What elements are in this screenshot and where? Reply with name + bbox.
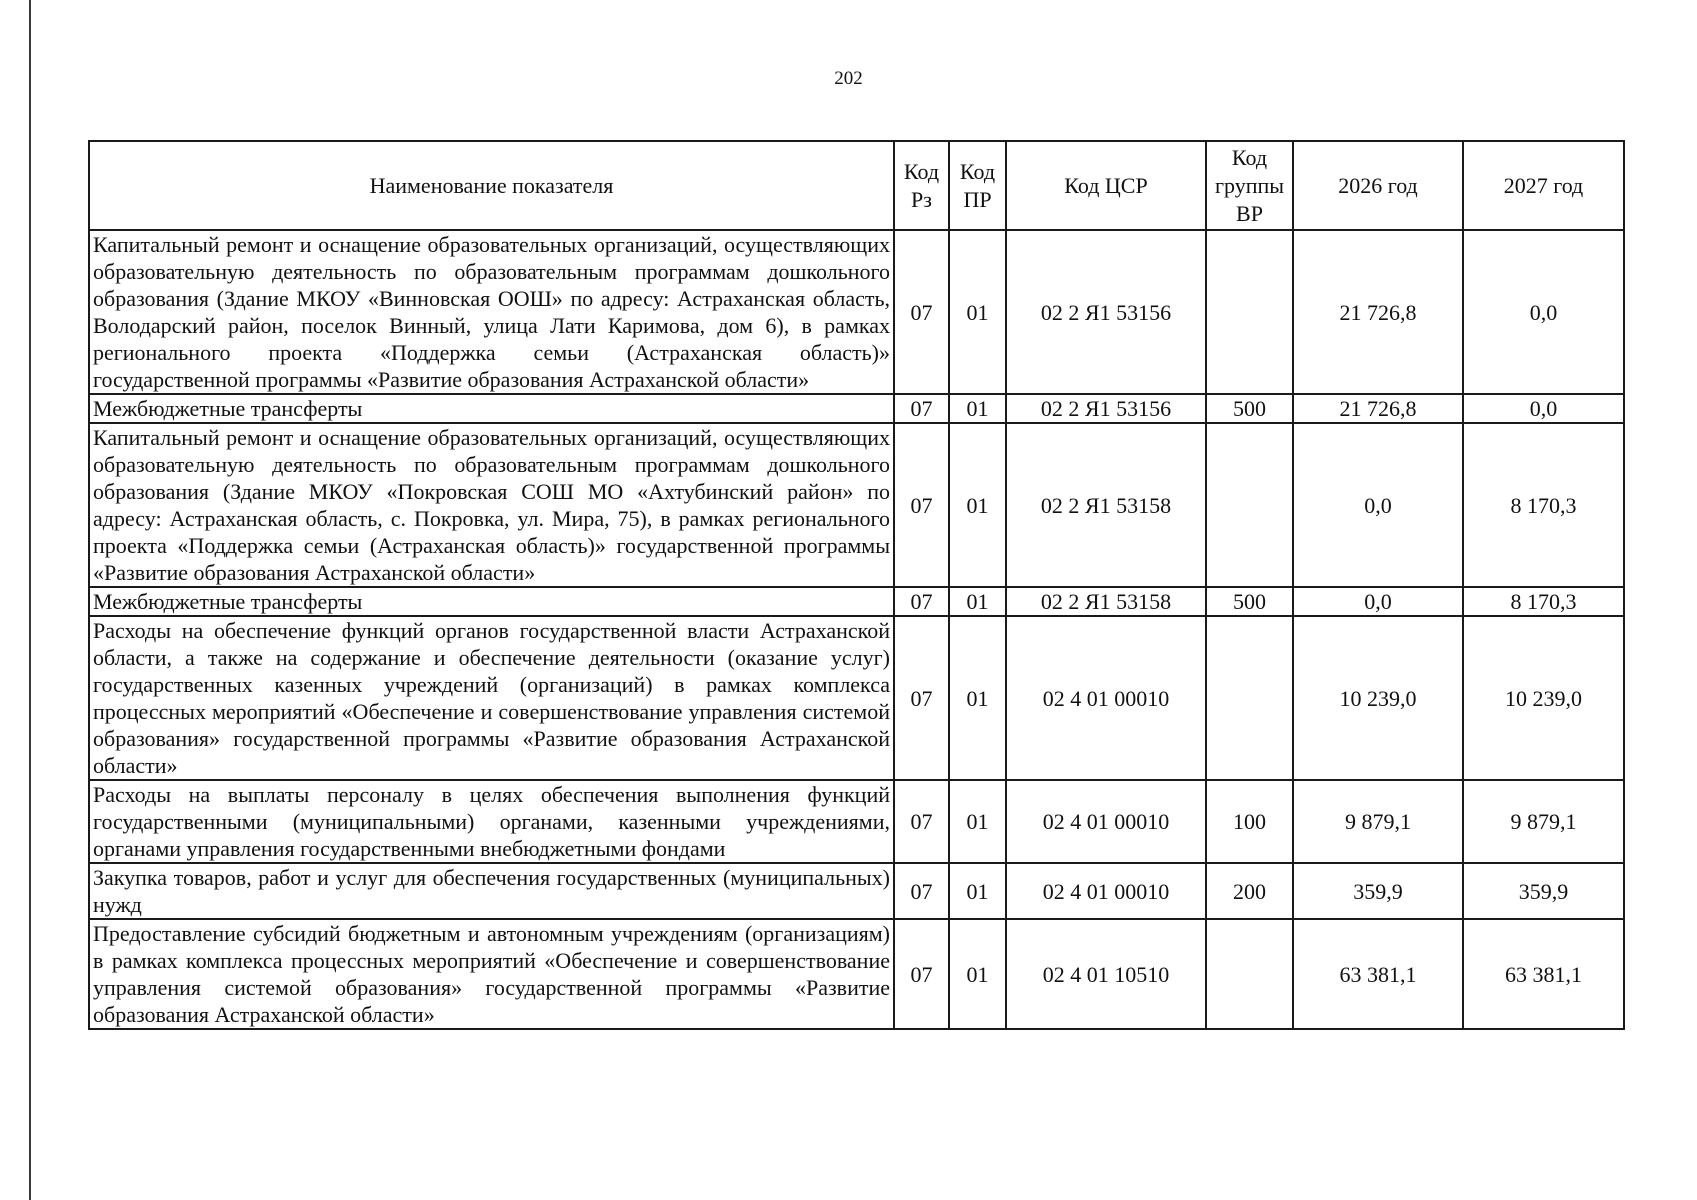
- row-csr: 02 4 01 00010: [1006, 780, 1206, 863]
- row-csr: 02 2 Я1 53158: [1006, 587, 1206, 616]
- header-2026: 2026 год: [1293, 141, 1463, 230]
- row-pr: 01: [949, 863, 1006, 919]
- row-name: Капитальный ремонт и оснащение образовательных организаций, осуществляющих образовательную деятельность по образовательным программам дошкольного образования (Здание МКОУ «Винновская ООШ» по адресу: Астраханская область, Володарский район, поселок Винный, улица Лати Каримова, дом 6), в рамках регионального проекта «Поддержка семьи (Астраханская область)» государственной программы «Развитие образования Астраханской области»: [89, 230, 894, 394]
- row-csr: 02 4 01 00010: [1006, 863, 1206, 919]
- row-name: Расходы на обеспечение функций органов государственной власти Астраханской области, а также на содержание и обеспечение деятельности (оказание услуг) государственных казенных учреждений (организаций) в рамках комплекса процессных мероприятий «Обеспечение и совершенствование управления системой образования» государственной программы «Развитие образования Астраханской области»: [89, 616, 894, 780]
- table-row: [89, 863, 1624, 919]
- row-vr: [1206, 230, 1293, 394]
- row-pr: 01: [949, 230, 1006, 394]
- row-pr: 01: [949, 780, 1006, 863]
- row-csr: 02 4 01 10510: [1006, 919, 1206, 1029]
- table-row: [89, 230, 1624, 394]
- row-2026: 10 239,0: [1293, 616, 1463, 780]
- budget-table: [88, 140, 1625, 1030]
- row-rz: 07: [894, 863, 949, 919]
- row-name: Капитальный ремонт и оснащение образовательных организаций, осуществляющих образовательную деятельность по образовательным программам дошкольного образования (Здание МКОУ «Покровская СОШ МО «Ахтубинский район» по адресу: Астраханская область, с. Покровка, ул. Мира, 75), в рамках регионального проекта «Поддержка семьи (Астраханская область)» государственной программы «Развитие образования Астраханской области»: [89, 423, 894, 587]
- row-2027: 8 170,3: [1463, 423, 1624, 587]
- header-pr: Код ПР: [949, 141, 1006, 230]
- header-2027: 2027 год: [1463, 141, 1624, 230]
- row-2027: 0,0: [1463, 394, 1624, 423]
- header-csr: Код ЦСР: [1006, 141, 1206, 230]
- row-csr: 02 2 Я1 53158: [1006, 423, 1206, 587]
- row-2026: 0,0: [1293, 423, 1463, 587]
- table-row: [89, 394, 1624, 423]
- row-2026: 0,0: [1293, 587, 1463, 616]
- row-2027: 10 239,0: [1463, 616, 1624, 780]
- row-pr: 01: [949, 616, 1006, 780]
- row-vr: [1206, 616, 1293, 780]
- row-2027: 0,0: [1463, 230, 1624, 394]
- row-pr: 01: [949, 919, 1006, 1029]
- table-row: [89, 616, 1624, 780]
- row-csr: 02 2 Я1 53156: [1006, 394, 1206, 423]
- header-name: Наименование показателя: [89, 141, 894, 230]
- table-row: [89, 919, 1624, 1029]
- row-vr: [1206, 423, 1293, 587]
- row-vr: [1206, 919, 1293, 1029]
- table-row: [89, 587, 1624, 616]
- row-2027: 63 381,1: [1463, 919, 1624, 1029]
- row-2026: 359,9: [1293, 863, 1463, 919]
- table-row: [89, 423, 1624, 587]
- row-vr: 500: [1206, 394, 1293, 423]
- row-2026: 9 879,1: [1293, 780, 1463, 863]
- row-name: Закупка товаров, работ и услуг для обеспечения государственных (муниципальных) нужд: [89, 863, 894, 919]
- row-pr: 01: [949, 394, 1006, 423]
- row-pr: 01: [949, 423, 1006, 587]
- row-name: Расходы на выплаты персоналу в целях обеспечения выполнения функций государственными (муниципальными) органами, казенными учреждениями, органами управления государственными внебюджетными фондами: [89, 780, 894, 863]
- row-csr: 02 4 01 00010: [1006, 616, 1206, 780]
- row-rz: 07: [894, 587, 949, 616]
- row-2026: 63 381,1: [1293, 919, 1463, 1029]
- row-name: Межбюджетные трансферты: [89, 587, 894, 616]
- scan-edge-line: [29, 0, 31, 1200]
- row-pr: 01: [949, 587, 1006, 616]
- row-rz: 07: [894, 780, 949, 863]
- row-csr: 02 2 Я1 53156: [1006, 230, 1206, 394]
- row-2026: 21 726,8: [1293, 394, 1463, 423]
- page-number: 202: [834, 68, 863, 89]
- row-vr: 500: [1206, 587, 1293, 616]
- row-vr: 200: [1206, 863, 1293, 919]
- row-2027: 8 170,3: [1463, 587, 1624, 616]
- row-2027: 9 879,1: [1463, 780, 1624, 863]
- row-rz: 07: [894, 423, 949, 587]
- row-name: Предоставление субсидий бюджетным и автономным учреждениям (организациям) в рамках комплекса процессных мероприятий «Обеспечение и совершенствование управления системой образования» государственной программы «Развитие образования Астраханской области»: [89, 919, 894, 1029]
- row-vr: 100: [1206, 780, 1293, 863]
- table-header-row: [89, 141, 1624, 230]
- row-2027: 359,9: [1463, 863, 1624, 919]
- row-name: Межбюджетные трансферты: [89, 394, 894, 423]
- row-rz: 07: [894, 230, 949, 394]
- header-vr: Код группы ВР: [1206, 141, 1293, 230]
- row-2026: 21 726,8: [1293, 230, 1463, 394]
- table-row: [89, 780, 1624, 863]
- row-rz: 07: [894, 919, 949, 1029]
- row-rz: 07: [894, 616, 949, 780]
- row-rz: 07: [894, 394, 949, 423]
- header-rz: Код Рз: [894, 141, 949, 230]
